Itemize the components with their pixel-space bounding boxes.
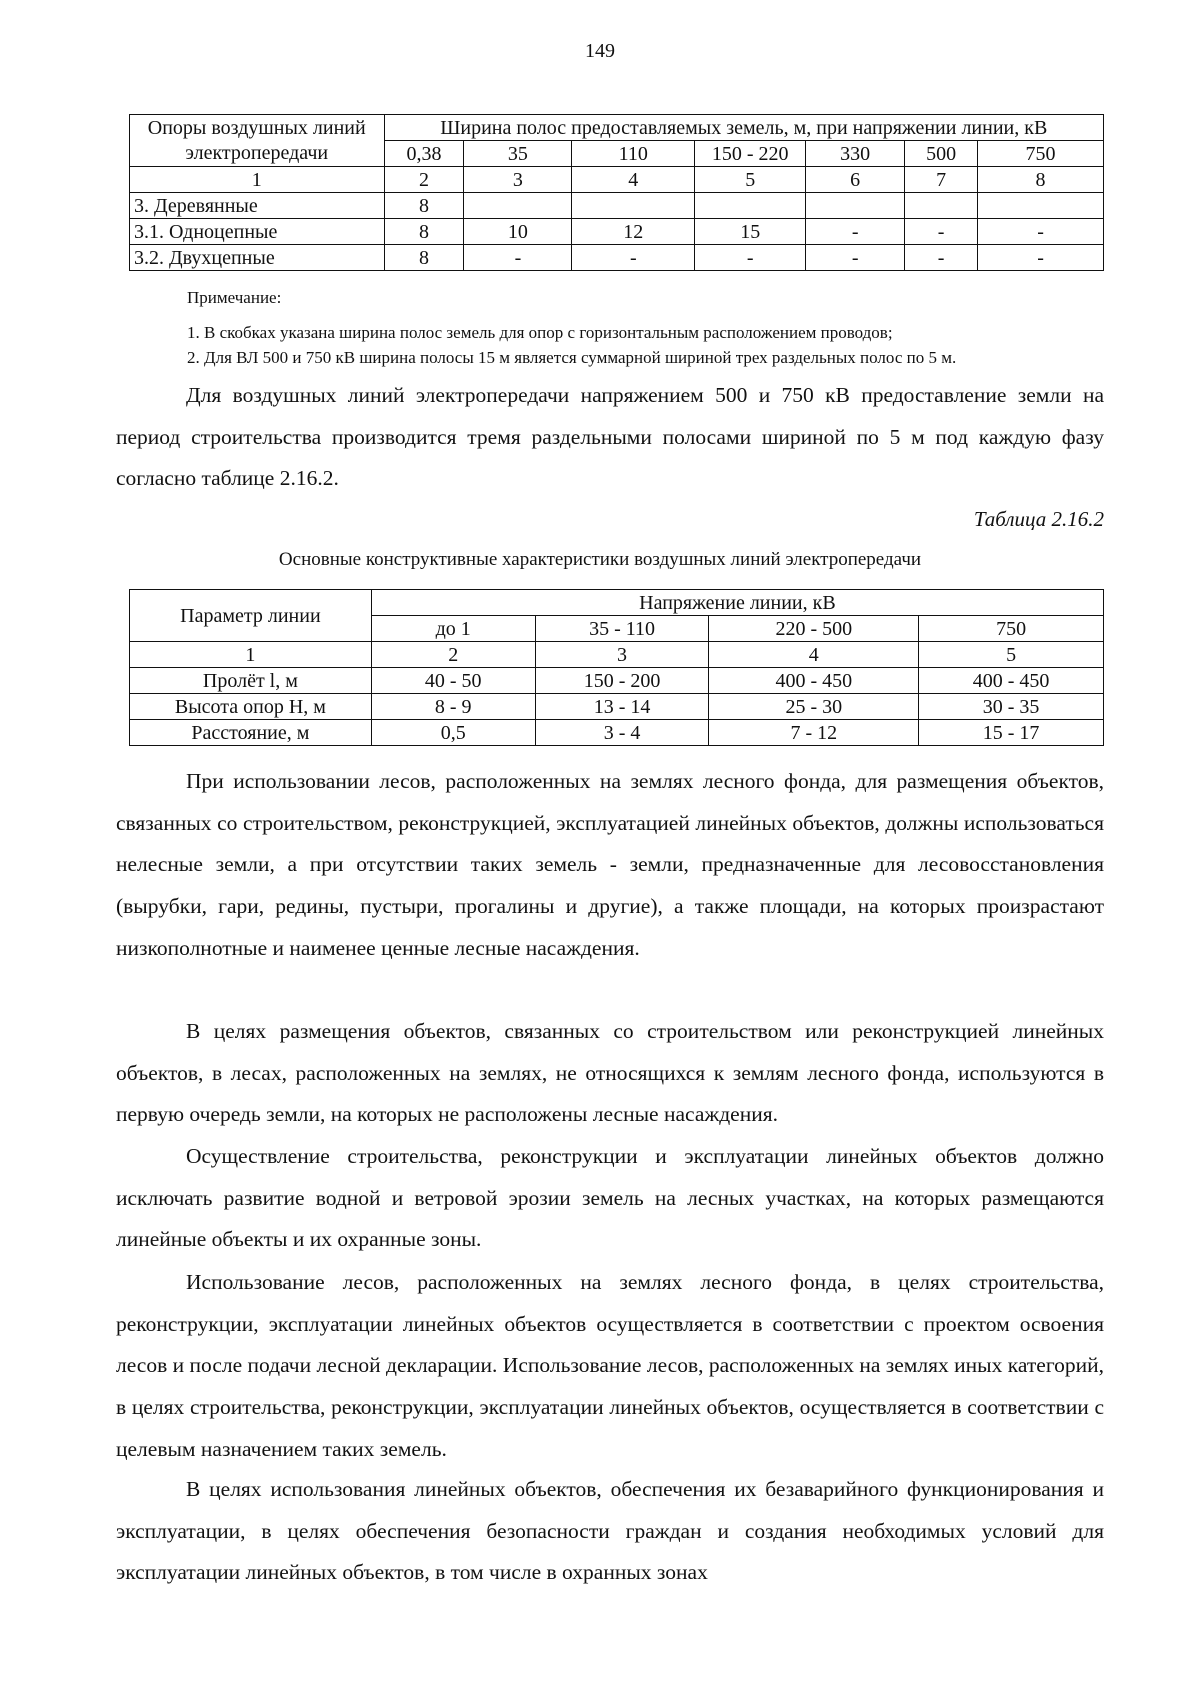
column-group-header: Ширина полос предоставляемых земель, м, при напряжении линии, кВ: [384, 115, 1104, 141]
column-number: 6: [806, 167, 905, 193]
column-number: 5: [919, 642, 1104, 668]
table-cell: -: [978, 245, 1104, 271]
note-item: 1. В скобках указана ширина полос земель для опор с горизонтальным расположением проводов;: [187, 323, 893, 342]
paragraph: При использовании лесов, расположенных на землях лесного фонда, для размещения объектов, связанных со строительством, реконструкцией, эксплуатацией линейных объектов, должны использоваться нелесные земли, а при отсутствии таких земель - земли, предназначенные для лесовосстановления (вырубки, гари, редины, пустыри, прогалины и другие), а также площади, на которых произрастают низкополнотные и наименее ценные лесные насаждения.: [116, 769, 1104, 960]
table-cell: 3 - 4: [535, 720, 709, 746]
row-label: Высота опор Н, м: [130, 694, 372, 720]
table-cell: 25 - 30: [709, 694, 919, 720]
column-number: 1: [130, 167, 385, 193]
voltage-header: 750: [919, 616, 1104, 642]
table-cell: 12: [572, 219, 695, 245]
table-cell: [905, 193, 978, 219]
voltage-header: 110: [572, 141, 695, 167]
table-caption: Основные конструктивные характеристики воздушных линий электропередачи: [278, 549, 922, 570]
table-cell: [806, 193, 905, 219]
row-label: 3. Деревянные: [130, 193, 385, 219]
column-number: 7: [905, 167, 978, 193]
table-cell: -: [905, 219, 978, 245]
voltage-header: 150 - 220: [695, 141, 806, 167]
table-header-row: [130, 115, 1104, 141]
paragraph: В целях использования линейных объектов, обеспечения их безаварийного функционирования и эксплуатации, в целях обеспечения безопасности граждан и создания необходимых условий для эксплуатации линейных объектов, в том числе в охранных зонах: [116, 1477, 1104, 1585]
row-label: 3.1. Одноцепные: [130, 219, 385, 245]
table-cell: 8: [384, 193, 464, 219]
table-row: [130, 193, 1104, 219]
column-header: Опоры воздушных линий электропередачи: [130, 115, 385, 167]
table-cell: 30 - 35: [919, 694, 1104, 720]
table-cell: -: [806, 219, 905, 245]
table-cell: 8 - 9: [371, 694, 535, 720]
table-cell: 13 - 14: [535, 694, 709, 720]
voltage-header: 500: [905, 141, 978, 167]
column-number: 4: [709, 642, 919, 668]
table-cell: -: [806, 245, 905, 271]
table-cell: -: [905, 245, 978, 271]
table-header-row: [130, 590, 1104, 616]
column-number-row: [130, 167, 1104, 193]
row-label: Расстояние, м: [130, 720, 372, 746]
voltage-header: 220 - 500: [709, 616, 919, 642]
table-cell: [572, 193, 695, 219]
table-cell: -: [464, 245, 572, 271]
table-cell: [464, 193, 572, 219]
column-number: 4: [572, 167, 695, 193]
table-cell: -: [572, 245, 695, 271]
table-cell: 150 - 200: [535, 668, 709, 694]
table-cell: [978, 193, 1104, 219]
column-number: 5: [695, 167, 806, 193]
table-cell: 7 - 12: [709, 720, 919, 746]
table-cell: 15 - 17: [919, 720, 1104, 746]
table-cell: -: [978, 219, 1104, 245]
column-number: 1: [130, 642, 372, 668]
column-number: 3: [535, 642, 709, 668]
table-cell: 15: [695, 219, 806, 245]
table-cell: 8: [384, 245, 464, 271]
column-group-header: Напряжение линии, кВ: [371, 590, 1103, 616]
column-number: 2: [371, 642, 535, 668]
table-cell: 0,5: [371, 720, 535, 746]
voltage-header: 0,38: [384, 141, 464, 167]
table-row: [130, 668, 1104, 694]
table-label: Таблица 2.16.2: [973, 507, 1104, 531]
column-number: 2: [384, 167, 464, 193]
paragraph: В целях размещения объектов, связанных со строительством или реконструкцией линейных объектов, в лесах, расположенных на землях, не относящихся к землям лесного фонда, используются в первую очередь земли, на которых не расположены лесные насаждения.: [116, 1019, 1104, 1127]
table-row: [130, 694, 1104, 720]
paragraph: Для воздушных линий электропередачи напряжением 500 и 750 кВ предоставление земли на период строительства производится тремя раздельными полосами шириной по 5 м под каждую фазу согласно таблице 2.16.2.: [116, 383, 1104, 491]
line-characteristics-table: [129, 589, 1104, 746]
paragraph: Использование лесов, расположенных на землях лесного фонда, в целях строительства, реконструкции, эксплуатации линейных объектов осуществляется в соответствии с проектом освоения лесов и после подачи лесной декларации. Использование лесов, расположенных на землях иных категорий, в целях строительства, реконструкции, эксплуатации линейных объектов, осуществляется в соответствии с целевым назначением таких земель.: [116, 1270, 1104, 1461]
column-header: Параметр линии: [130, 590, 372, 642]
table-cell: 8: [384, 219, 464, 245]
row-label: 3.2. Двухцепные: [130, 245, 385, 271]
voltage-header: 35: [464, 141, 572, 167]
note-item: 2. Для ВЛ 500 и 750 кВ ширина полосы 15 м является суммарной шириной трех раздельных полос по 5 м.: [187, 348, 957, 367]
table-row: [130, 219, 1104, 245]
table-cell: 40 - 50: [371, 668, 535, 694]
table-row: [130, 245, 1104, 271]
voltage-header: до 1: [371, 616, 535, 642]
row-label: Пролёт l, м: [130, 668, 372, 694]
table-cell: [695, 193, 806, 219]
table-cell: 10: [464, 219, 572, 245]
note-title: Примечание:: [187, 288, 282, 307]
voltage-header: 35 - 110: [535, 616, 709, 642]
land-width-table: [129, 114, 1104, 271]
paragraph: Осуществление строительства, реконструкции и эксплуатации линейных объектов должно исключать развитие водной и ветровой эрозии земель на лесных участках, на которых размещаются линейные объекты и их охранные зоны.: [116, 1144, 1104, 1252]
column-number-row: [130, 642, 1104, 668]
table-cell: 400 - 450: [919, 668, 1104, 694]
column-number: 8: [978, 167, 1104, 193]
page-number: 149: [585, 40, 615, 62]
table-cell: -: [695, 245, 806, 271]
voltage-header: 330: [806, 141, 905, 167]
column-number: 3: [464, 167, 572, 193]
voltage-header: 750: [978, 141, 1104, 167]
table-row: [130, 720, 1104, 746]
table-cell: 400 - 450: [709, 668, 919, 694]
